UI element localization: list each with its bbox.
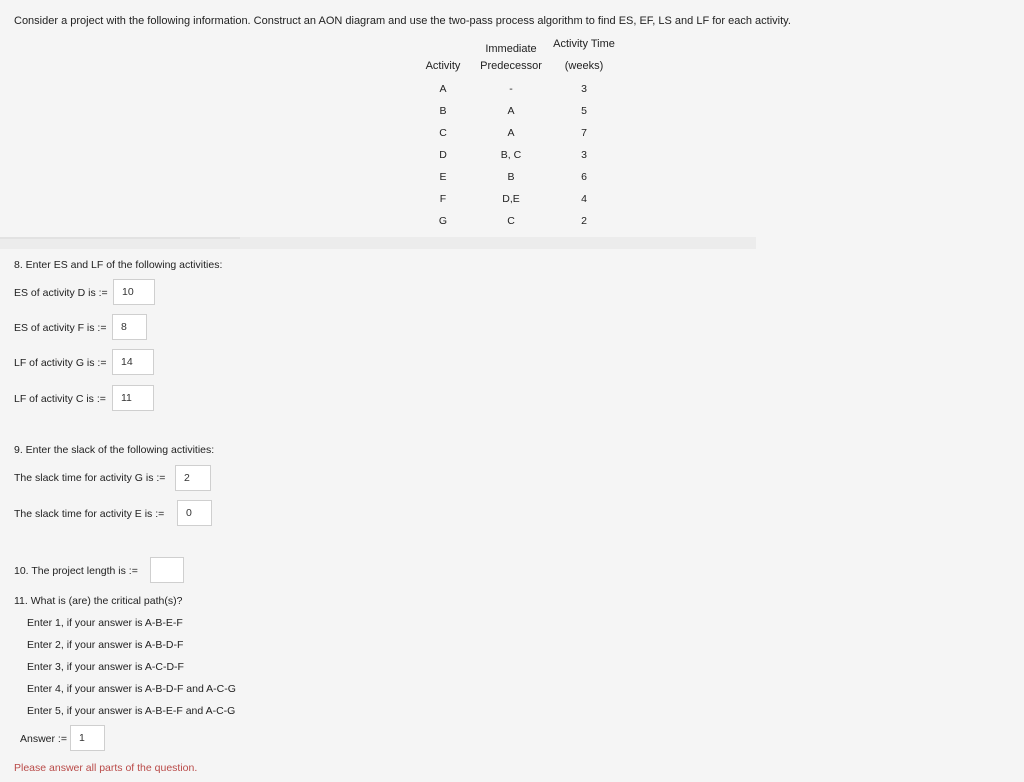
q11-option: Enter 5, if your answer is A-B-E-F and A-C-G [27, 705, 236, 717]
cell-predecessor: C [507, 215, 515, 227]
q8-lf-g-label: LF of activity G is := [14, 357, 107, 369]
header-activity: Activity [425, 60, 461, 72]
q11-title: 11. What is (are) the critical path(s)? [14, 595, 183, 607]
cell-time: 3 [581, 149, 587, 161]
cell-activity: A [439, 83, 447, 95]
q11-answer-label: Answer := [20, 733, 67, 745]
q11-option: Enter 4, if your answer is A-B-D-F and A-C-G [27, 683, 236, 695]
q8-title: 8. Enter ES and LF of the following activities: [14, 259, 223, 271]
cell-activity: F [439, 193, 447, 205]
q9-slack-g-label: The slack time for activity G is := [14, 472, 166, 484]
q8-es-d-input[interactable]: 10 [113, 279, 155, 305]
cell-predecessor: B [507, 171, 515, 183]
cell-time: 5 [581, 105, 587, 117]
cell-time: 4 [581, 193, 587, 205]
question-intro: Consider a project with the following information. Construct an AON diagram and use the two-pass process algorithm to find ES, EF, LS and LF for each activity. [14, 15, 791, 27]
cell-activity: B [439, 105, 447, 117]
warning-message: Please answer all parts of the question. [14, 762, 198, 774]
cell-predecessor: A [507, 127, 515, 139]
header-time-top: Activity Time [553, 38, 615, 50]
q8-es-f-label: ES of activity F is := [14, 322, 107, 334]
section-divider [0, 237, 756, 249]
q9-slack-e-input[interactable]: 0 [177, 500, 212, 526]
q10-label: 10. The project length is := [14, 565, 138, 577]
q11-option: Enter 2, if your answer is A-B-D-F [27, 639, 184, 651]
cell-activity: G [438, 215, 448, 227]
q11-option: Enter 3, if your answer is A-C-D-F [27, 661, 184, 673]
cell-predecessor: B, C [500, 149, 522, 161]
q8-es-f-input[interactable]: 8 [112, 314, 147, 340]
q10-input[interactable] [150, 557, 184, 583]
cell-time: 2 [581, 215, 587, 227]
header-predecessor-bottom: Predecessor [480, 60, 542, 72]
q9-title: 9. Enter the slack of the following activities: [14, 444, 215, 456]
cell-activity: E [439, 171, 447, 183]
header-time-bottom: (weeks) [564, 60, 604, 72]
cell-time: 6 [581, 171, 587, 183]
cell-time: 3 [581, 83, 587, 95]
cell-activity: D [439, 149, 447, 161]
cell-predecessor: D,E [502, 193, 520, 205]
q8-es-d-label: ES of activity D is := [14, 287, 108, 299]
q11-answer-input[interactable]: 1 [70, 725, 105, 751]
q8-lf-c-input[interactable]: 11 [112, 385, 154, 411]
cell-activity: C [439, 127, 447, 139]
q8-lf-c-label: LF of activity C is := [14, 393, 106, 405]
header-predecessor-top: Immediate [485, 43, 537, 55]
cell-predecessor: - [509, 83, 513, 95]
q9-slack-e-label: The slack time for activity E is := [14, 508, 165, 520]
q8-lf-g-input[interactable]: 14 [112, 349, 154, 375]
cell-time: 7 [581, 127, 587, 139]
q9-slack-g-input[interactable]: 2 [175, 465, 211, 491]
cell-predecessor: A [507, 105, 515, 117]
q11-option: Enter 1, if your answer is A-B-E-F [27, 617, 183, 629]
